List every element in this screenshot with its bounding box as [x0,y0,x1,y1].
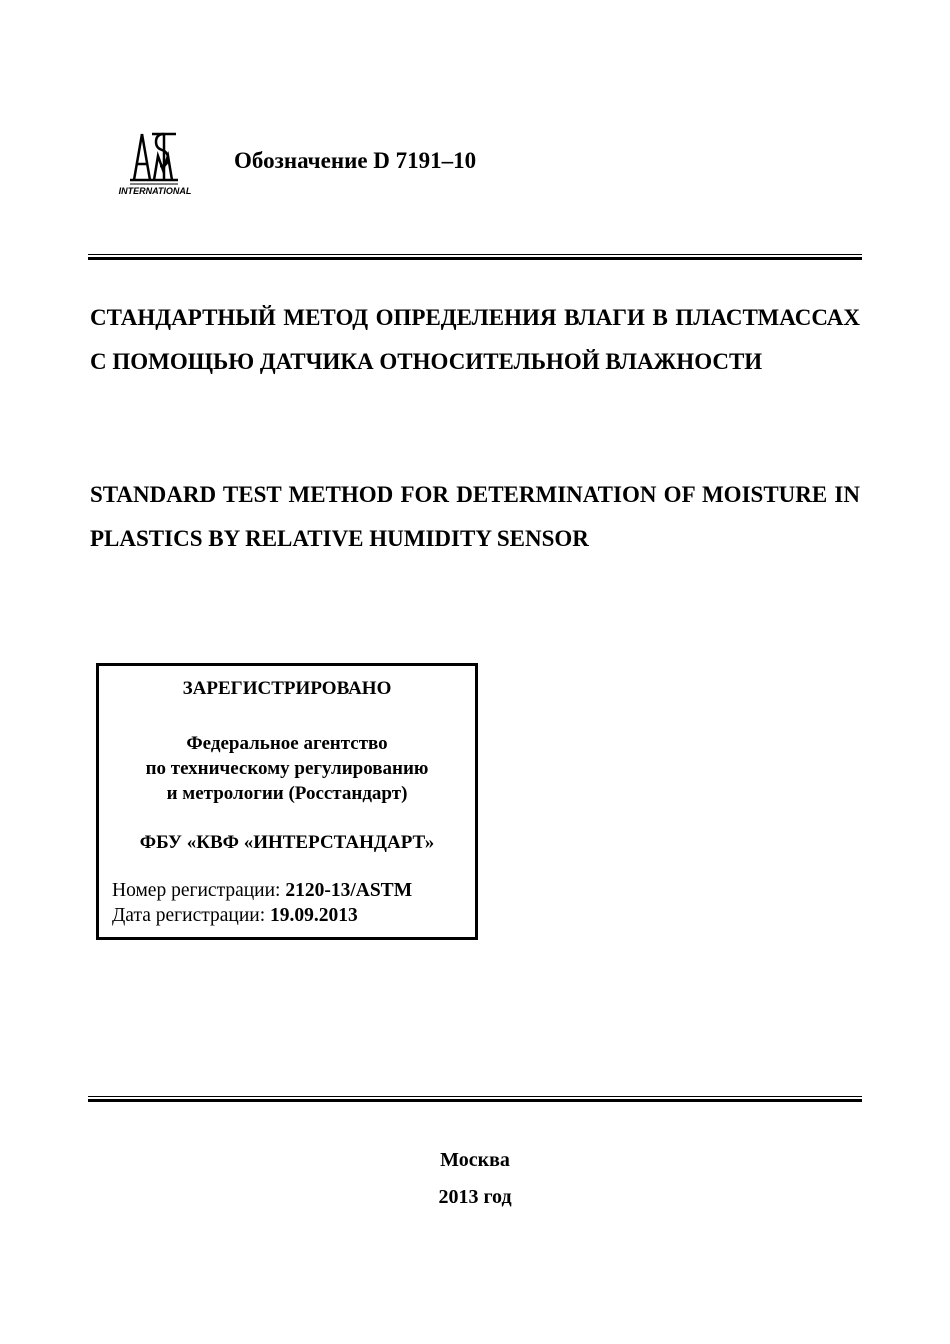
title-english: STANDARD TEST METHOD FOR DETERMINATION OF MOISTURE IN PLASTICS BY RELATIVE HUMIDITY SENSOR [90,482,860,551]
registration-date-label: Дата регистрации: [112,905,270,926]
agency-line: по техническому регулированию [145,758,429,779]
registration-number-label: Номер регистрации: [112,880,286,901]
registration-heading: ЗАРЕГИСТРИРОВАНО [182,678,392,699]
bottom-divider [88,1096,862,1102]
registration-date-value: 19.09.2013 [270,905,358,926]
top-divider [88,254,862,260]
document-designation: Обозначение D 7191–10 [234,148,477,173]
publication-year: 2013 год [438,1186,512,1208]
agency-line: Федеральное агентство [186,733,388,754]
registration-agency [99,731,475,806]
agency-line: и метрологии (Росстандарт) [166,783,408,804]
registration-organization: ФБУ «КВФ «ИНТЕРСТАНДАРТ» [139,832,435,853]
registration-stamp [96,663,478,940]
title-russian: СТАНДАРТНЫЙ МЕТОД ОПРЕДЕЛЕНИЯ ВЛАГИ В ПЛАСТМАССАХ С ПОМОЩЬЮ ДАТЧИКА ОТНОСИТЕЛЬНОЙ ВЛАЖНОСТИ [90,305,860,374]
publication-city: Москва [440,1149,510,1171]
registration-number-value: 2120-13/ASTM [285,880,413,901]
logo-subtext: INTERNATIONAL [118,186,192,196]
astm-logo [112,126,198,200]
registration-date [112,905,358,927]
registration-number [112,880,412,902]
